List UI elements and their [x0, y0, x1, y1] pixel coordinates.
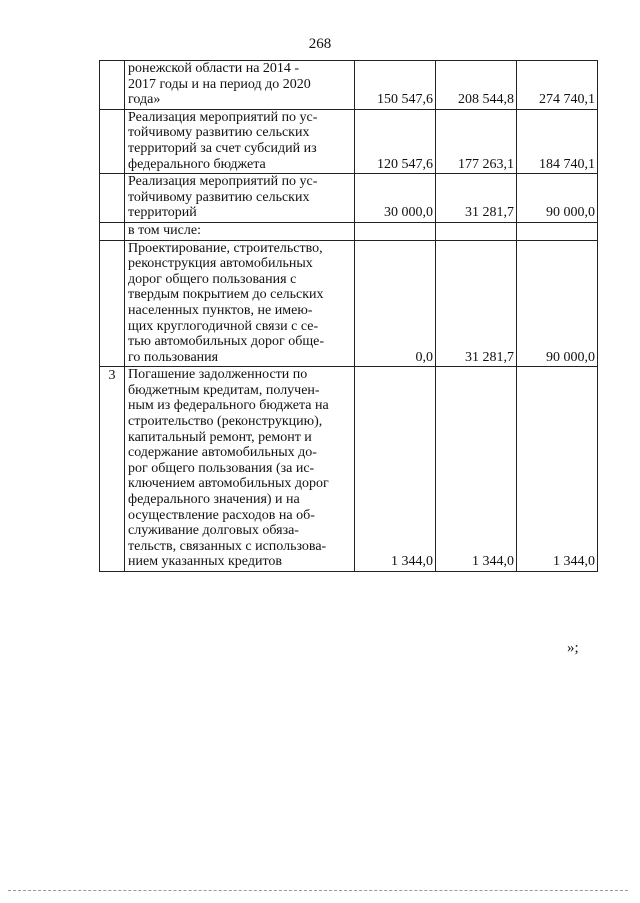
value-cell-2016: 90 000,0 — [517, 174, 598, 223]
value-cell-2016: 1 344,0 — [517, 367, 598, 572]
table-row — [100, 367, 598, 572]
value-cell-2014 — [355, 222, 436, 240]
item-name-cell: в том числе: — [125, 222, 355, 240]
item-name-cell: Проектирование, строительство, реконструкция автомобильных дорог общего пользования с твердым покрытием до сельских населенных пунктов, не имею- щих круглогодичной связи с се- тью автомобильных дорог обще- го пользования — [125, 240, 355, 367]
value-cell-2014: 120 547,6 — [355, 109, 436, 173]
item-name-cell: Погашение задолженности по бюджетным кредитам, получен- ным из федерального бюджета на строительство (реконструкцию), капитальный ремонт, ремонт и содержание автомобильных до- рог общего пользования (за ис- ключением автомобильных дорог федерального значения) и на осуществление расходов на об- служивание долговых обяза- тельств, связанных с использова- нием указанных кредитов — [125, 367, 355, 572]
row-number-cell: 3 — [100, 367, 125, 572]
table-row — [100, 240, 598, 367]
value-cell-2016: 90 000,0 — [517, 240, 598, 367]
table-row — [100, 222, 598, 240]
value-cell-2015: 177 263,1 — [436, 109, 517, 173]
item-name-cell: ронежской области на 2014 - 2017 годы и на период до 2020 года» — [125, 61, 355, 110]
value-cell-2016: 274 740,1 — [517, 61, 598, 110]
value-cell-2014: 1 344,0 — [355, 367, 436, 572]
row-number-cell — [100, 109, 125, 173]
row-number-cell — [100, 174, 125, 223]
page-number: 268 — [308, 36, 332, 52]
table-row — [100, 109, 598, 173]
value-cell-2014: 30 000,0 — [355, 174, 436, 223]
value-cell-2015: 31 281,7 — [436, 240, 517, 367]
row-number-cell — [100, 61, 125, 110]
value-cell-2014: 0,0 — [355, 240, 436, 367]
closing-quote-mark: »; — [567, 640, 579, 656]
item-name-cell: Реализация мероприятий по ус- тойчивому развитию сельских территорий за счет субсидий из федерального бюджета — [125, 109, 355, 173]
value-cell-2015: 208 544,8 — [436, 61, 517, 110]
value-cell-2016: 184 740,1 — [517, 109, 598, 173]
table-row — [100, 174, 598, 223]
row-number-cell — [100, 240, 125, 367]
table-row — [100, 61, 598, 110]
value-cell-2016 — [517, 222, 598, 240]
item-name-cell: Реализация мероприятий по ус- тойчивому развитию сельских территорий — [125, 174, 355, 223]
value-cell-2015: 31 281,7 — [436, 174, 517, 223]
footer-divider — [8, 890, 628, 891]
value-cell-2014: 150 547,6 — [355, 61, 436, 110]
value-cell-2015: 1 344,0 — [436, 367, 517, 572]
row-number-cell — [100, 222, 125, 240]
value-cell-2015 — [436, 222, 517, 240]
budget-table — [99, 60, 598, 572]
